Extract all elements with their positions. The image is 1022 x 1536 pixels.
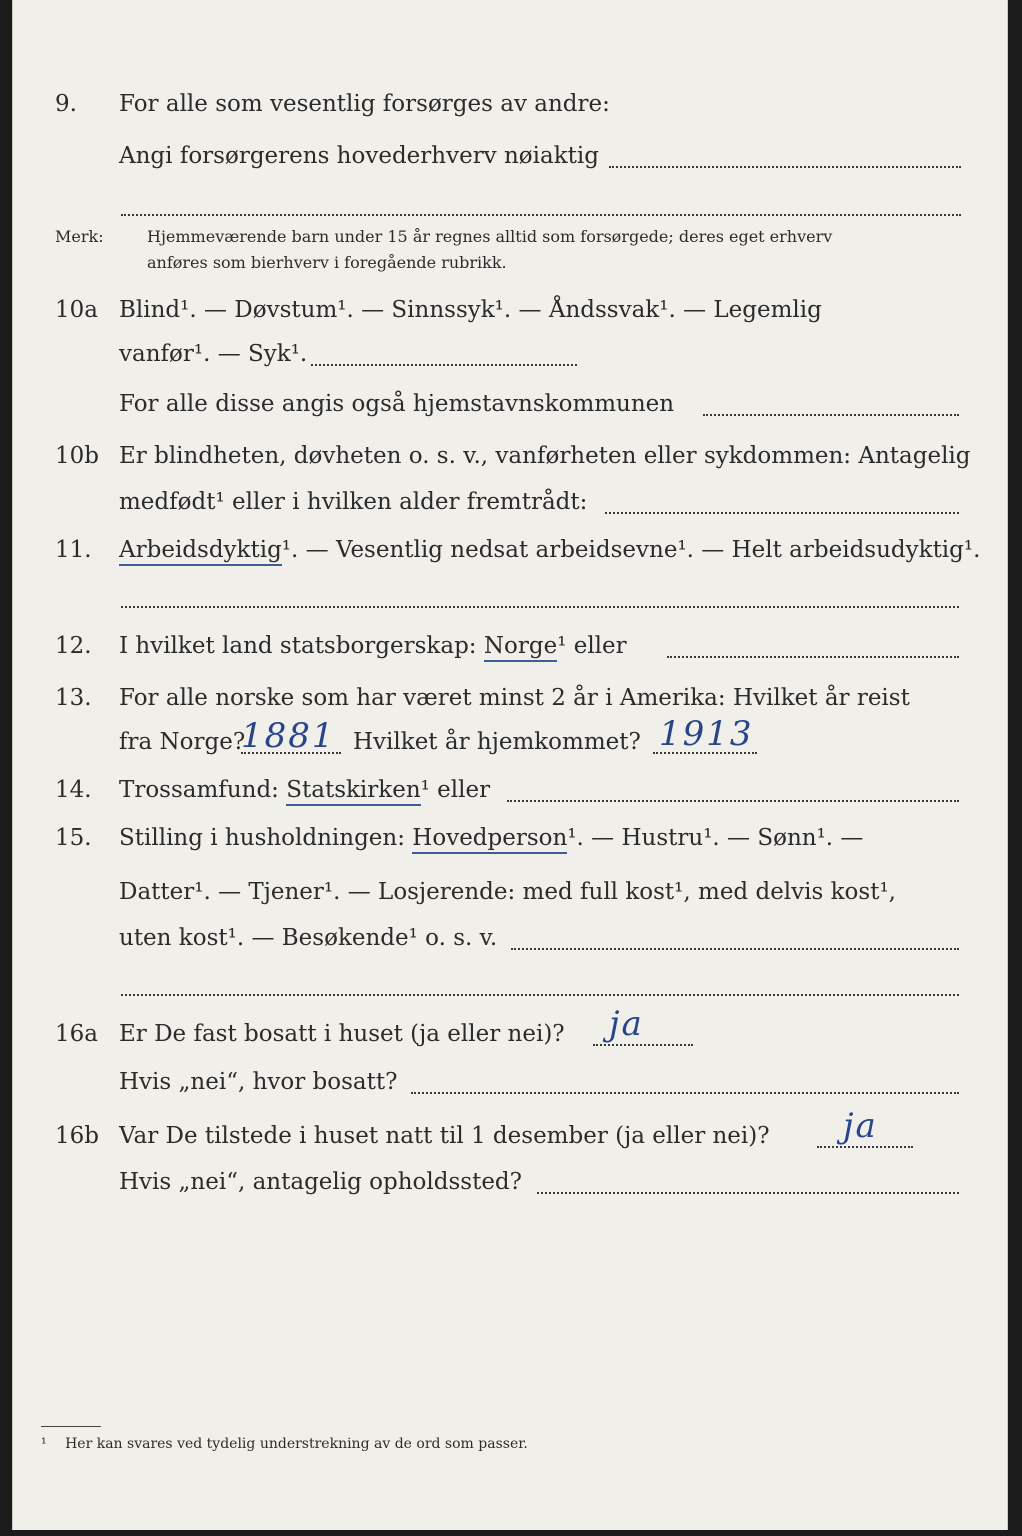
q13-hjemkommet-field[interactable] [653,752,757,754]
q14-line [13,770,1007,810]
q16a-line2 [13,1062,1007,1102]
q16b-answer-field[interactable] [817,1146,913,1148]
q10b-answer-field[interactable] [605,512,959,514]
footnote [41,1432,741,1456]
q15-option-hovedperson[interactable]: Hovedperson [412,825,567,854]
q16b-opholdssted-field[interactable] [537,1192,959,1194]
q10a-text2: vanfør¹. — Syk¹. [119,341,308,367]
q14-prefix: Trossamfund: [119,777,279,803]
q10a-text3: For alle disse angis også hjemstavnskommunen [119,391,675,417]
q16a-line1 [13,1004,1007,1054]
q11-rest: ¹. — Vesentlig nedsat arbeidsevne¹. — Helt arbeidsudyktig¹. [281,537,981,563]
q13-text2b: Hvilket år hjemkommet? [353,729,641,755]
q12-line [13,626,1007,666]
q9-answer-field[interactable] [609,166,961,168]
q10a-line1 [13,290,1007,330]
q10a-answer-field[interactable] [311,364,577,366]
q9-text: For alle som vesentlig forsørges av andre: [119,91,610,117]
q10a-text: Blind¹. — Døvstum¹. — Sinnssyk¹. — Åndssvak¹. — Legemlig [119,297,822,323]
q15-text [119,818,863,858]
q15-text3: uten kost¹. — Besøkende¹ o. s. v. [119,925,498,951]
q16b-line1 [13,1106,1007,1156]
q12-text [119,626,627,666]
q10b-number: 10b [55,443,99,469]
merk-note [55,224,833,250]
footnote-text: Her kan svares ved tydelig understrekning av de ord som passer. [65,1436,528,1452]
footnote-rule [41,1426,101,1427]
q16a-bosatt-field[interactable] [411,1092,959,1094]
q12-answer-field[interactable] [667,656,959,658]
q15-line2 [13,872,1007,912]
q13-answer-reist[interactable]: 1881 [241,716,336,756]
q15-answer-field[interactable] [511,948,959,950]
q16b-number: 16b [55,1123,99,1149]
q9-number: 9. [55,91,77,117]
q15-text2: Datter¹. — Tjener¹. — Losjerende: med full kost¹, med delvis kost¹, [119,879,896,905]
q16b-answer[interactable]: ja [843,1106,878,1146]
q15-prefix: Stilling i husholdningen: [119,825,405,851]
q12-suffix: ¹ eller [557,633,627,659]
q14-suffix: ¹ eller [420,777,491,803]
q13-text2a: fra Norge? [119,729,246,755]
q11-extra-field[interactable] [121,606,959,608]
q16b-text2: Hvis „nei“, antagelig opholdssted? [119,1169,522,1195]
q13-answer-hjemkommet[interactable]: 1913 [659,714,754,754]
q10a-hjemstavn-field[interactable] [703,414,959,416]
q15-extra-field[interactable] [121,994,959,996]
q12-option-norge[interactable]: Norge [484,633,557,662]
q10b-text2: medfødt¹ eller i hvilken alder fremtrådt: [119,489,588,515]
q13-line2 [13,714,1007,762]
q11-line [13,530,1007,570]
q12-number: 12. [55,633,92,659]
q10a-line3 [13,384,1007,424]
q16a-number: 16a [55,1021,98,1047]
q11-option-arbeidsdyktig[interactable]: Arbeidsdyktig [119,537,282,566]
q16b-text: Var De tilstede i huset natt til 1 desember (ja eller nei)? [119,1123,770,1149]
q9-line1 [13,84,1007,124]
q16b-line2 [13,1162,1007,1202]
q15-line1 [13,818,1007,858]
census-form-page [12,0,1008,1530]
q14-option-statskirken[interactable]: Statskirken [286,777,420,806]
q12-prefix: I hvilket land statsborgerskap: [119,633,477,659]
q16a-answer-field[interactable] [593,1044,693,1046]
merk-line1: Hjemmeværende barn under 15 år regnes alltid som forsørgede; deres eget erhverv [147,227,833,246]
merk-label: Merk: [55,227,104,246]
q13-text: For alle norske som har været minst 2 år i Amerika: Hvilket år reist [119,685,910,711]
q15-number: 15. [55,825,92,851]
q16a-answer[interactable]: ja [609,1004,644,1044]
footnote-marker: ¹ [41,1436,47,1452]
q14-text [119,770,490,810]
q10a-number: 10a [55,297,98,323]
q11-text [119,530,980,570]
merk-line2: anføres som bierhverv i foregående rubrikk. [147,253,507,272]
q11-number: 11. [55,537,92,563]
q14-answer-field[interactable] [507,800,959,802]
q10b-line2 [13,482,1007,522]
q9-line2 [13,136,1007,176]
q9-subtext: Angi forsørgerens hovederhverv nøiaktig [119,143,599,169]
q13-reist-field[interactable] [241,752,341,754]
q15-rest: ¹. — Hustru¹. — Sønn¹. — [567,825,864,851]
q15-line3 [13,918,1007,958]
q10b-text: Er blindheten, døvheten o. s. v., vanførheten eller sykdommen: Antagelig [119,443,971,469]
q16a-text: Er De fast bosatt i huset (ja eller nei)? [119,1021,565,1047]
q10a-line2 [13,334,1007,374]
q9-extra-field[interactable] [121,214,961,216]
q10b-line1 [13,436,1007,476]
q13-line1 [13,678,1007,718]
q14-number: 14. [55,777,92,803]
q13-number: 13. [55,685,92,711]
q16a-text2: Hvis „nei“, hvor bosatt? [119,1069,398,1095]
